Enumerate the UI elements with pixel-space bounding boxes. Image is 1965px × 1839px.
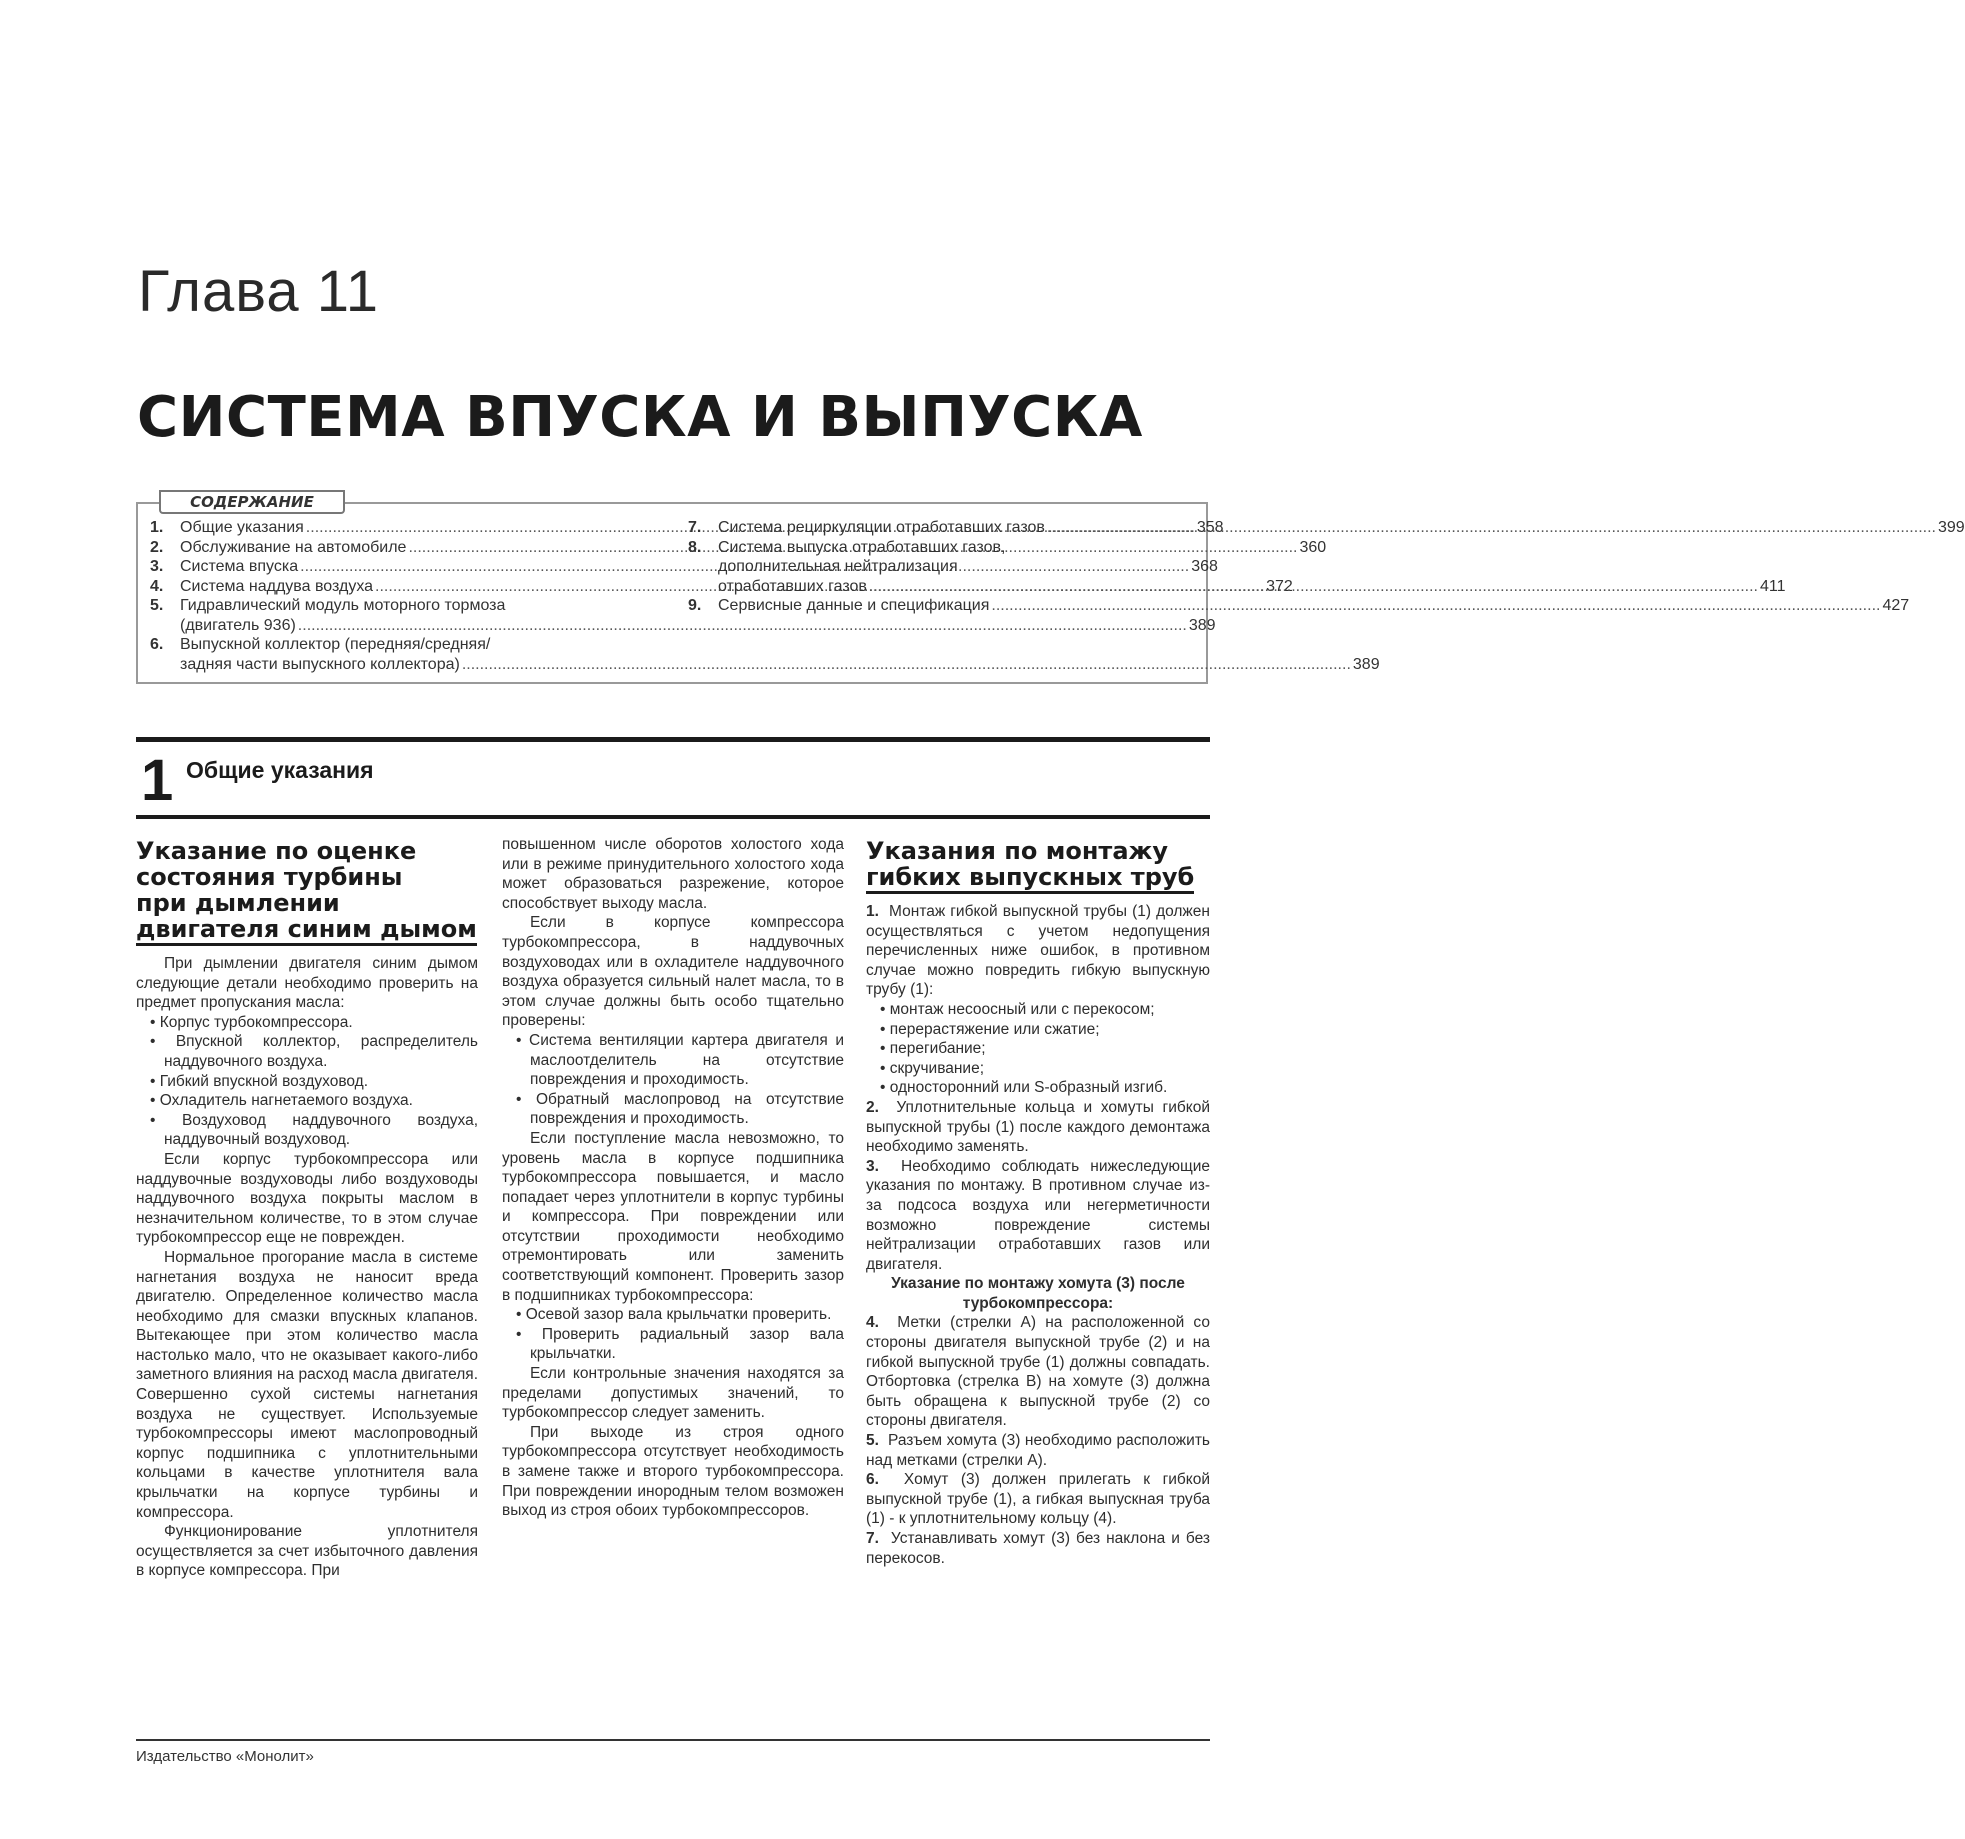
toc-item-page: 427 <box>1882 597 1910 614</box>
toc-item-number: 7. <box>688 519 702 536</box>
toc-item-text: Система наддува воздуха <box>180 577 374 595</box>
toc-item-page: 399 <box>1937 519 1965 536</box>
section-number: 1 <box>141 748 174 813</box>
heading-line: при дымлении <box>136 889 340 917</box>
numbered-item: 2. Уплотнительные кольца и хомуты гибкой выпускной трубы (1) после каждого демонтажа необходимо заменять. <box>866 1098 1210 1156</box>
numbered-item: 6. Хомут (3) должен прилегать к гибкой выпускной трубе (1), а гибкая выпускная труба (1) - к уплотнительному кольцу (4). <box>866 1471 1210 1528</box>
subheading: Указание по монтажу хомута (3) после турбокомпрессора: <box>891 1275 1185 1312</box>
toc-item-page: 368 <box>1191 558 1218 575</box>
heading-line: Указание по оценке <box>136 837 417 865</box>
toc-leader <box>991 596 1880 616</box>
toc-item-text: Система рециркуляции отработавших газов <box>718 519 1045 536</box>
toc-item-text: (двигатель 936) <box>180 616 296 634</box>
bullet-item: • скручивание; <box>880 1059 985 1077</box>
toc-item-number: 1. <box>150 519 164 536</box>
toc-item-text: отработавших газов <box>718 577 867 595</box>
toc-item[interactable] <box>688 596 1910 616</box>
paragraph: Если корпус турбокомпрессора или наддувочные воздуховоды либо воздуховоды наддувочного воздуха покрыты маслом в незначительном количестве, то в этом случае турбокомпрессор еще не поврежден. <box>136 1150 478 1247</box>
toc-item-text: Общие указания <box>180 519 304 536</box>
heading-line: состояния турбины <box>136 863 403 891</box>
bullet-item: • Осевой зазор вала крыльчатки проверить. <box>516 1306 832 1324</box>
toc-item[interactable] <box>150 635 1380 674</box>
toc-item-number: 5. <box>150 597 164 614</box>
toc-item-text: задняя части выпускного коллектора) <box>180 655 460 673</box>
toc-item-number: 6. <box>150 636 164 653</box>
toc-leader <box>298 616 1187 636</box>
bullet-item: • односторонний или S-образный изгиб. <box>880 1079 1168 1097</box>
toc-item-number: 3. <box>150 558 164 575</box>
paragraph: повышенном числе оборотов холостого хода или в режиме принудительного холостого хода может образоваться разрежение, которое способствует выходу масла. <box>502 836 844 912</box>
chapter-label: Глава 11 <box>138 259 379 324</box>
bullet-item: • перегибание; <box>880 1040 986 1058</box>
toc-item-page: 389 <box>1188 616 1216 634</box>
bullet-item: • Корпус турбокомпрессора. <box>150 1013 353 1031</box>
toc-item-text: Сервисные данные и спецификация <box>718 597 990 614</box>
toc-item-text-line: Система выпуска отработавших газов, <box>718 538 1006 556</box>
paragraph: Если поступление масла невозможно, то уровень масла в корпусе подшипника турбокомпрессора повышается, и масло попадает через уплотнители в корпус турбины и компрессора. При повреждении или отсутствии проходимости необходимо отремонтировать или заменить соответствующий компонент. Проверить зазор в подшипниках турбокомпрессора: <box>502 1129 844 1304</box>
bullet-item: • Воздуховод наддувочного воздуха, наддувочный воздуховод. <box>150 1111 478 1149</box>
publisher-footer: Издательство «Монолит» <box>136 1748 314 1765</box>
toc-leader <box>462 655 1351 675</box>
column-1-heading <box>136 838 478 942</box>
heading-line-underlined: двигателя синим дымом <box>136 915 477 946</box>
numbered-item: 5. Разъем хомута (3) необходимо расположить над метками (стрелки А). <box>866 1432 1210 1469</box>
toc-item-number: 9. <box>688 597 702 614</box>
toc-item-text-line: Гидравлический модуль моторного тормоза <box>180 597 506 614</box>
numbered-item: 4. Метки (стрелки А) на расположенной со стороны двигателя выпускной трубе (2) и на гибкой выпускной трубе (1) должны совпадать. Отбортовка (стрелка В) на хомуте (3) должна быть обращена к выпускной трубе (2) со стороны двигателя. <box>866 1314 1210 1430</box>
toc-leader <box>1047 518 1936 538</box>
heading-line: Указания по монтажу <box>866 837 1169 865</box>
column-3 <box>866 838 1210 1568</box>
column-2 <box>502 835 844 1521</box>
bullet-item: • Гибкий впускной воздуховод. <box>150 1072 369 1090</box>
toc-item-text: Обслуживание на автомобиле <box>180 538 407 556</box>
paragraph: Если контрольные значения находятся за пределами допустимых значений, то турбокомпрессор следует заменить. <box>502 1365 844 1422</box>
toc-item-number: 8. <box>688 538 702 556</box>
numbered-item: 7. Устанавливать хомут (3) без наклона и без перекосов. <box>866 1530 1210 1567</box>
bullet-item: • перерастяжение или сжатие; <box>880 1020 1100 1038</box>
bullet-item: • Проверить радиальный зазор вала крыльчатки. <box>516 1325 844 1363</box>
toc-item-number: 4. <box>150 577 164 595</box>
toc-item-page: 389 <box>1352 655 1380 673</box>
footer-rule <box>136 1739 1210 1741</box>
section-title: Общие указания <box>186 757 374 783</box>
heading-line-underlined: гибких выпускных труб <box>866 863 1194 894</box>
toc-item-page: 411 <box>1759 577 1786 595</box>
column-1 <box>136 838 478 1581</box>
numbered-item: 1. Монтаж гибкой выпускной трубы (1) должен осуществляться с учетом недопущения перечисленных ниже ошибок, в противном случае можно повредить гибкую выпускную трубу (1): <box>866 903 1210 999</box>
toc-item-text-line: дополнительная нейтрализация <box>718 558 958 575</box>
paragraph: Нормальное прогорание масла в системе нагнетания воздуха не наносит вреда двигателю. Определенное количество масла необходимо для смазки впускных клапанов. Вытекающее при этом количество масла настолько мало, что не оказывает какого-либо заметного влияния на расход масла двигателя. Совершенно сухой системы нагнетания воздуха не существует. Используемые турбокомпрессоры имеют маслопроводный корпус подшипника с уплотнительными кольцами в качестве уплотнителя вала крыльчатки на корпусе турбины и компрессора. <box>136 1248 478 1521</box>
bullet-item: • Охладитель нагнетаемого воздуха. <box>150 1092 413 1110</box>
toc-item-page: 358 <box>1196 519 1224 536</box>
bullet-item: • Обратный маслопровод на отсутствие повреждения и проходимость. <box>516 1090 844 1128</box>
paragraph: При дымлении двигателя синим дымом следующие детали необходимо проверить на предмет пропускания масла: <box>136 955 478 1012</box>
toc-item-text-line: Выпускной коллектор (передняя/средняя/ <box>180 636 491 653</box>
numbered-item: 3. Необходимо соблюдать нижеследующие указания по монтажу. В противном случае из-за подсоса воздуха или негерметичности возможно повреждение системы нейтрализации отработавших газов или двигателя. <box>866 1157 1210 1273</box>
paragraph: Если в корпусе компрессора турбокомпрессора, в наддувочных воздуховодах или в охладителе наддувочного воздуха образуется сильный налет масла, то в этом случае должны быть особо тщательно проверены: <box>502 914 844 1030</box>
bullet-item: • Впускной коллектор, распределитель наддувочного воздуха. <box>150 1033 479 1070</box>
toc-item-page: 360 <box>1299 538 1327 556</box>
toc-item-page: 372 <box>1266 577 1293 595</box>
paragraph: Функционирование уплотнителя осуществляется за счет избыточного давления в корпусе компрессора. При <box>136 1523 478 1580</box>
toc-label: СОДЕРЖАНИЕ <box>159 490 345 514</box>
bullet-item: • монтаж несоосный или с перекосом; <box>880 1000 1155 1018</box>
paragraph: При выходе из строя одного турбокомпрессора отсутствует необходимость в замене также и второго турбокомпрессора. При повреждении инородным телом возможен выход из строя обоих турбокомпрессоров. <box>502 1423 844 1520</box>
section-rule-top <box>136 737 1210 742</box>
toc-leader <box>869 577 1758 597</box>
toc-item-text: Система впуска <box>180 558 299 575</box>
column-3-heading <box>866 838 1210 890</box>
section-rule-bottom <box>136 815 1210 819</box>
chapter-title: СИСТЕМА ВПУСКА И ВЫПУСКА <box>137 385 1143 450</box>
toc-item-number: 2. <box>150 538 164 556</box>
bullet-item: • Система вентиляции картера двигателя и маслоотделитель на отсутствие повреждения и проходимость. <box>516 1031 845 1089</box>
